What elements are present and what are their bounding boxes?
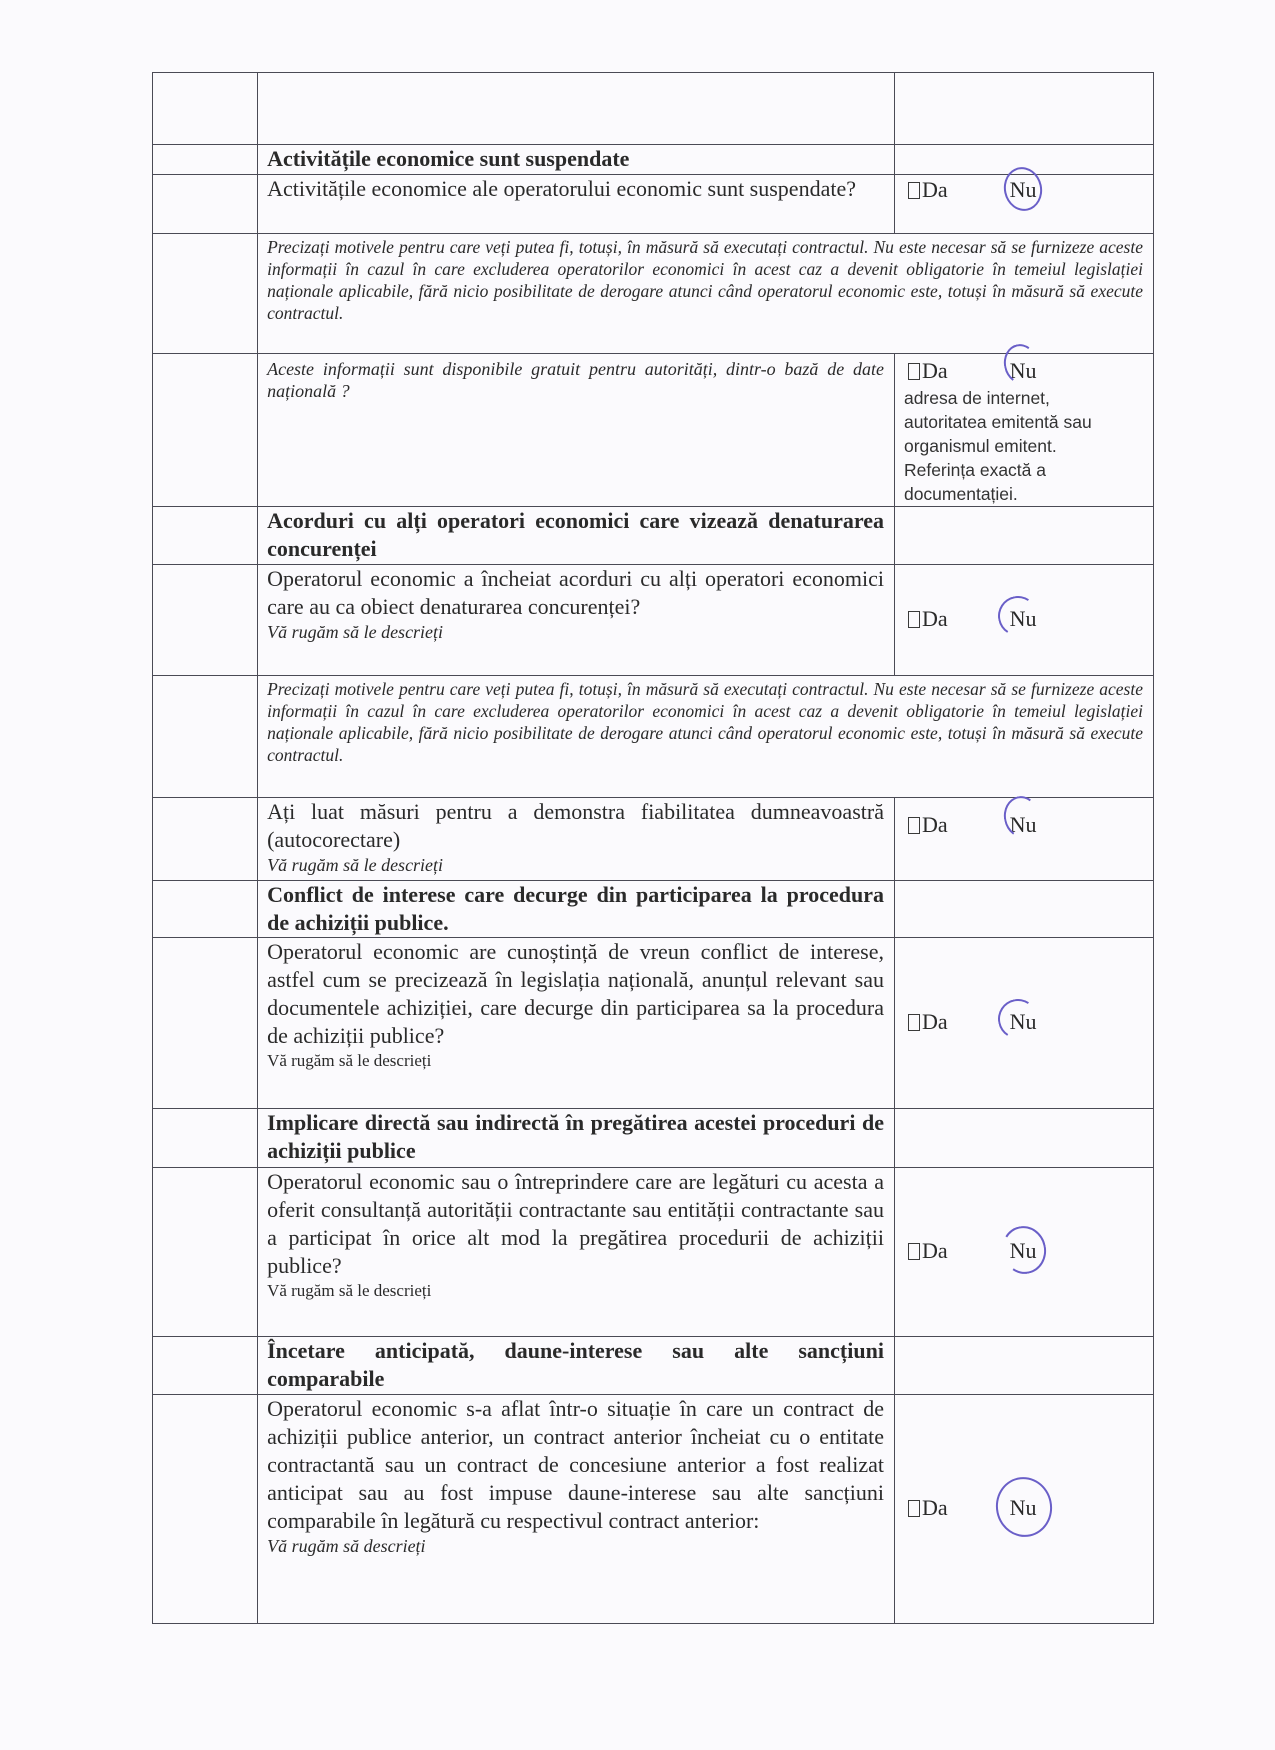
empty-cell [153, 73, 258, 145]
section-heading: Activitățile economice sunt suspendate [267, 146, 630, 171]
table-row-empty [153, 73, 1154, 145]
handwritten-circle-icon [997, 1222, 1050, 1278]
answer-group [904, 938, 1143, 1106]
section-heading: Acorduri cu alți operatori economici care vizează denaturarea concurenței [267, 508, 884, 561]
option-da[interactable]: Da [908, 1495, 948, 1521]
option-da[interactable]: Da [908, 177, 948, 203]
table-row-question [153, 938, 1154, 1109]
table-row-note [153, 234, 1154, 354]
checkbox-icon[interactable] [908, 182, 920, 199]
describe-prompt: Vă rugăm să le descrieți [267, 855, 444, 875]
describe-prompt: Vă rugăm să le descrieți [267, 1051, 432, 1070]
table-row-heading [153, 507, 1154, 565]
question-text: Activitățile economice ale operatorului economic sunt suspendate? [267, 176, 856, 201]
table-row-question [153, 565, 1154, 676]
question-text: Ați luat măsuri pentru a demonstra fiabilitatea dumneavoastră (autocorectare) [267, 799, 884, 852]
note-text: Precizați motivele pentru care veți putea fi, totuși, în măsură să executați contractul. Nu este necesar să se furnizeze aceste informații în cazul în care excluderea operatorilor economici în acest caz a devenit obligatorie în temeiul legislației naționale aplicabile, fără nicio posibilitate de derogare atunci când operatorul economic este, totuși în măsură să execute contractul. [267, 237, 1143, 323]
answer-group [904, 1168, 1143, 1334]
question-text: Operatorul economic sau o întreprindere care are legături cu acesta a oferit consultanță autorității contractante sau entității contractante sau a participat în orice alt mod la pregătirea procedurii de achiziții publice? [267, 1169, 884, 1278]
note-text: Precizați motivele pentru care veți putea fi, totuși, în măsură să executați contractul. Nu este necesar să se furnizeze aceste informații în cazul în care excluderea operatorilor economici în acest caz a devenit obligatorie în temeiul legislației naționale aplicabile, fără nicio posibilitate de derogare atunci când operatorul economic este, totuși în măsură să execute contractul. [267, 679, 1143, 765]
section-heading: Încetare anticipată, daune-interese sau alte sancțiuni comparabile [267, 1338, 884, 1391]
describe-prompt: Vă rugăm să le descrieți [267, 622, 444, 642]
section-heading: Conflict de interese care decurge din participarea la procedura de achiziții publice. [267, 882, 884, 935]
exclusion-criteria-table [152, 72, 1154, 1624]
option-da[interactable]: Da [908, 358, 948, 384]
table-row-heading [153, 881, 1154, 938]
question-text: Operatorul economic a încheiat acorduri cu alți operatori economici care au ca obiect denaturarea concurenței? [267, 566, 884, 619]
checkbox-icon[interactable] [908, 817, 920, 834]
database-question: Aceste informații sunt disponibile gratuit pentru autorități, dintr-o bază de date națională ? [267, 359, 884, 401]
option-nu-selected[interactable]: Nu [1010, 177, 1037, 203]
question-text: Operatorul economic s-a aflat într-o situație în care un contract de achiziții publice anterior, un contract anterior încheiat cu o entitate contractantă sau un contract de concesiune anterior a fost realizat anticipat sau au fost impuse daune-interese sau alte sancțiuni comparabile în legătură cu respectivul contract anterior: [267, 1396, 884, 1533]
table-row-heading [153, 1109, 1154, 1168]
table-row-question [153, 1168, 1154, 1337]
answer-group [904, 798, 1143, 838]
option-nu-selected[interactable]: Nu [1010, 1238, 1037, 1264]
table-row-heading [153, 145, 1154, 175]
table-row-question [153, 798, 1154, 881]
checkbox-icon[interactable] [908, 611, 920, 628]
checkbox-icon[interactable] [908, 363, 920, 380]
option-da[interactable]: Da [908, 1009, 948, 1035]
database-source-info: adresa de internet, autoritatea emitentă sau organismul emitent. Referința exactă a documentației. [903, 388, 1092, 504]
table-row-question [153, 1395, 1154, 1624]
answer-group [904, 565, 1143, 673]
table-row-question [153, 175, 1154, 234]
option-nu-selected[interactable]: Nu [1010, 606, 1037, 632]
option-da[interactable]: Da [908, 1238, 948, 1264]
checkbox-icon[interactable] [908, 1014, 920, 1031]
section-heading: Implicare directă sau indirectă în pregătirea acestei proceduri de achiziții publice [267, 1110, 884, 1163]
answer-group [904, 175, 1143, 203]
answer-group [904, 1395, 1143, 1621]
table-row-heading [153, 1337, 1154, 1395]
question-text: Operatorul economic are cunoștință de vreun conflict de interese, astfel cum se precizează în legislația națională, anunțul relevant sau documentele achiziției, care decurge din participarea sa la procedura de achiziții publice? [267, 939, 884, 1048]
empty-cell [258, 73, 895, 145]
handwritten-circle-icon [994, 592, 1041, 639]
checkbox-icon[interactable] [908, 1243, 920, 1260]
answer-group [904, 354, 1143, 384]
option-nu-selected[interactable]: Nu [1010, 1009, 1037, 1035]
option-nu-selected[interactable]: Nu [1010, 358, 1037, 384]
option-da[interactable]: Da [908, 606, 948, 632]
handwritten-circle-icon [994, 995, 1041, 1042]
empty-cell [894, 73, 1153, 145]
table-row-database [153, 354, 1154, 507]
option-da[interactable]: Da [908, 812, 948, 838]
table-row-note [153, 676, 1154, 798]
describe-prompt: Vă rugăm să descrieți [267, 1536, 426, 1556]
handwritten-circle-icon [990, 1472, 1057, 1542]
checkbox-icon[interactable] [908, 1500, 920, 1517]
handwritten-circle-icon [1000, 793, 1044, 842]
describe-prompt: Vă rugăm să le descrieți [267, 1281, 432, 1300]
option-nu-selected[interactable]: Nu [1010, 1495, 1037, 1521]
option-nu-selected[interactable]: Nu [1010, 812, 1037, 838]
